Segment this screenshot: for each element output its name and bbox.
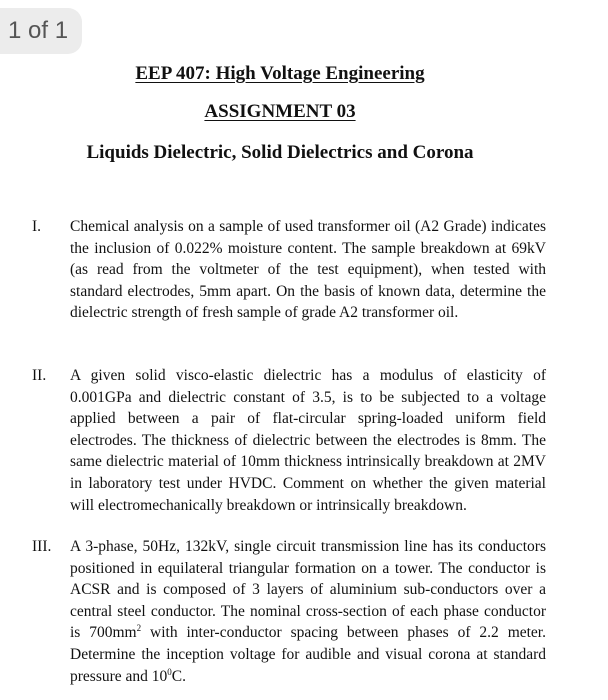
- question-text: A given solid visco-elastic dielectric has a modulus of elasticity of 0.001GPa and dielectric constant of 3.5, is to be subjected to a voltage applied between a pair of flat-circular spring-loaded uniform field electrodes. The thickness of dielectric between the electrodes is 8mm. The same dielectric material of 10mm thickness intrinsically breakdown at 2MV in laboratory test under HVDC. Comment on whether the given material will electromechanically breakdown or intrinsically breakdown.: [70, 367, 546, 514]
- question-number: I.: [32, 218, 42, 235]
- superscript-squared: 2: [136, 623, 142, 634]
- superscript-degree: 0: [167, 666, 172, 677]
- topic-title: Liquids Dielectric, Solid Dielectrics and Corona: [86, 142, 474, 163]
- question-number: III.: [32, 538, 52, 555]
- question-text-part: C.: [171, 667, 186, 685]
- page-indicator-label: 1 of 1: [8, 17, 69, 44]
- question-text: Chemical analysis on a sample of used transformer oil (A2 Grade) indicates the inclusion of 0.022% moisture content. The sample breakdown at 69kV (as read from the voltmeter of the test equipment), when tested with standard electrodes, 5mm apart. On the basis of known data, determine the dielectric strength of fresh sample of grade A2 transformer oil.: [70, 218, 546, 322]
- page-indicator: [0, 8, 82, 54]
- question-number: II.: [32, 367, 47, 384]
- assignment-title: ASSIGNMENT 03: [204, 101, 356, 122]
- question-text-part: A 3-phase, 50Hz, 132kV, single circuit transmission line has its conductors positioned in equilateral triangular formation on a tower. The conductor is ACSR and is composed of 3 layers of aluminium sub-conductors over a central steel conductor. The nominal cross-section of each phase conductor is 700mm: [70, 538, 546, 642]
- question-text: [70, 536, 546, 687]
- course-title: EEP 407: High Voltage Engineering: [135, 63, 425, 84]
- question-text-part: with inter-conductor spacing between phases of 2.2 meter. Determine the inception voltage for audible and visual corona at standard pressure and 10: [70, 624, 546, 685]
